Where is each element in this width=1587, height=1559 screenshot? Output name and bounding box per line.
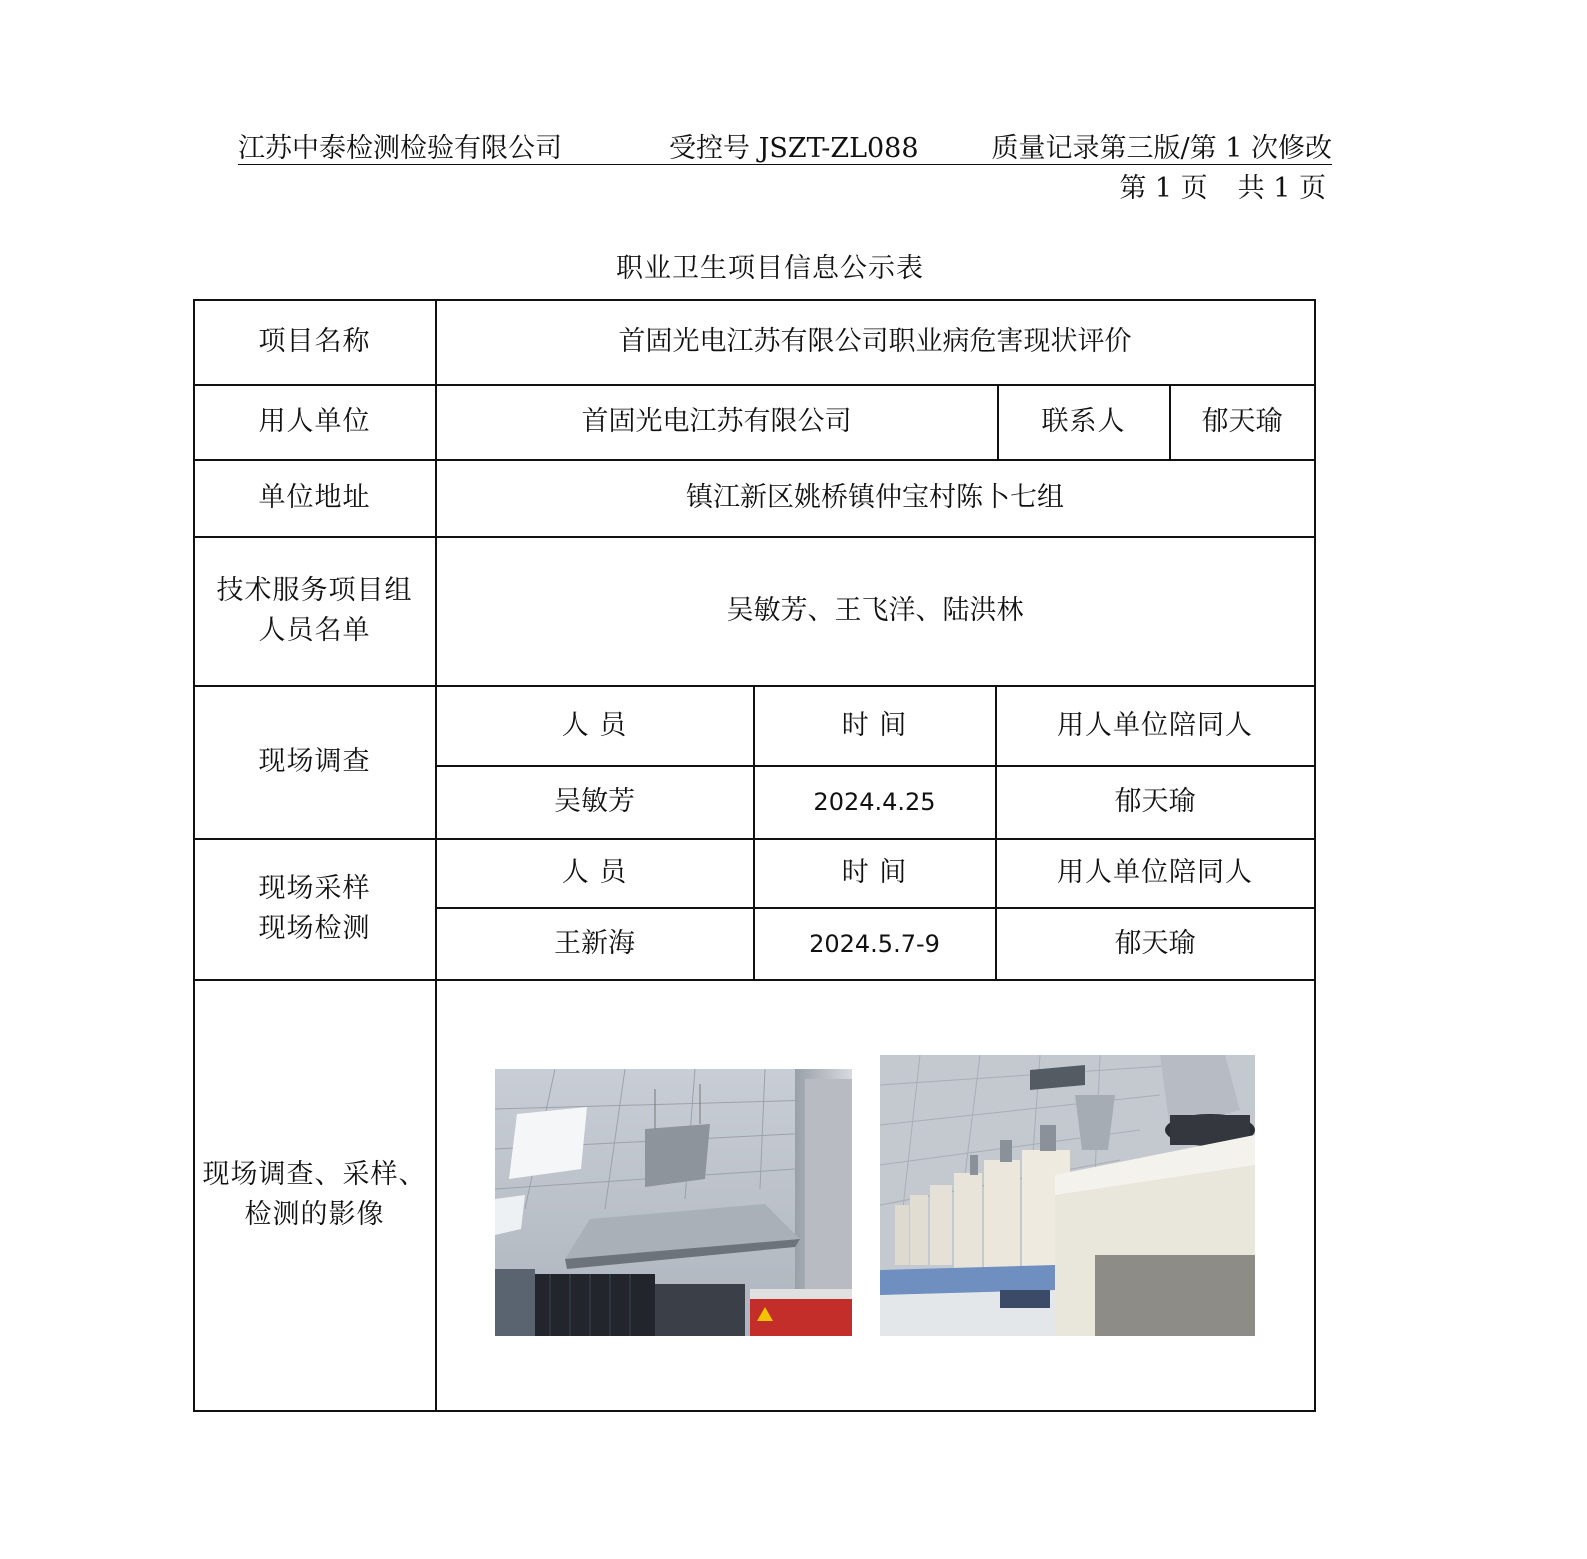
team-label-line2: 人员名单 <box>258 615 371 646</box>
survey-label: 现场调查 <box>258 746 371 777</box>
survey-col-escort: 用人单位陪同人 <box>1057 709 1253 741</box>
contact-value: 郁天瑜 <box>1201 406 1283 437</box>
header-quality-record: 质量记录第三版/第 1 次修改 <box>991 133 1332 164</box>
survey-person: 吴敏芳 <box>554 786 635 817</box>
survey-escort: 郁天瑜 <box>1114 786 1196 817</box>
team-label <box>194 537 435 685</box>
site-photo-1 <box>495 1069 852 1336</box>
images-label-line1: 现场调查、采样、 <box>202 1159 427 1190</box>
sampling-escort: 郁天瑜 <box>1114 927 1196 959</box>
document-title: 职业卫生项目信息公示表 <box>616 253 924 284</box>
survey-col-time: 时 间 <box>841 709 908 741</box>
sampling-col-escort: 用人单位陪同人 <box>1057 857 1253 888</box>
contact-label: 联系人 <box>1041 406 1126 437</box>
sampling-time: 2024.5.7-9 <box>809 929 940 958</box>
sampling-label <box>194 839 435 979</box>
project-name-label: 项目名称 <box>258 326 371 357</box>
project-name-value: 首固光电江苏有限公司职业病危害现状评价 <box>618 326 1132 357</box>
survey-col-person: 人 员 <box>561 709 628 741</box>
images-label-line2: 检测的影像 <box>244 1199 385 1230</box>
header-control-number: 受控号 JSZT-ZL088 <box>669 133 919 164</box>
images-label <box>194 980 435 1410</box>
sampling-label-line2: 现场检测 <box>258 913 371 944</box>
site-photo-2 <box>880 1055 1255 1336</box>
sampling-label-line1: 现场采样 <box>258 873 371 904</box>
address-label: 单位地址 <box>258 482 371 513</box>
page-total: 共 1 页 <box>1237 173 1326 204</box>
survey-time: 2024.4.25 <box>813 788 936 816</box>
address-value: 镇江新区姚桥镇仲宝村陈卜七组 <box>686 482 1064 513</box>
employer-label: 用人单位 <box>258 406 371 437</box>
header-company: 江苏中泰检测检验有限公司 <box>238 133 562 164</box>
sampling-col-person: 人 员 <box>561 857 628 888</box>
team-members: 吴敏芳、王飞洋、陆洪林 <box>726 595 1024 626</box>
page-current: 第 1 页 <box>1119 173 1208 204</box>
sampling-col-time: 时 间 <box>841 857 908 888</box>
employer-value: 首固光电江苏有限公司 <box>581 406 852 437</box>
team-label-line1: 技术服务项目组 <box>216 575 413 606</box>
sampling-person: 王新海 <box>554 927 635 959</box>
